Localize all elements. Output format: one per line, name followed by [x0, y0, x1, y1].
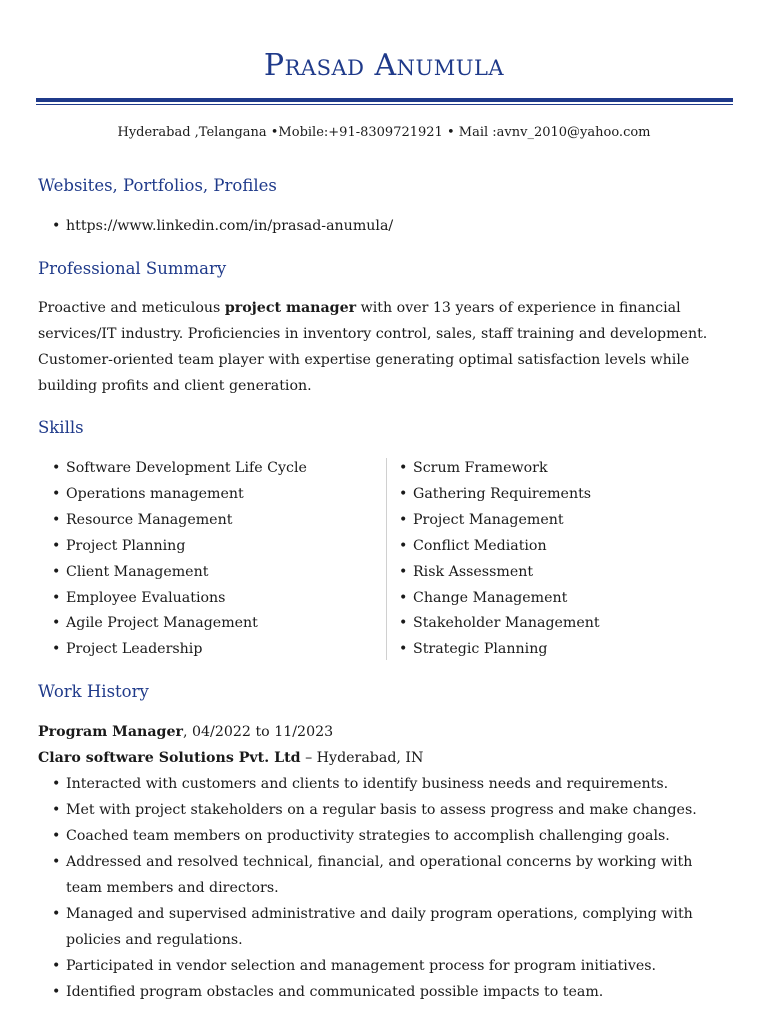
skill-item: • Change Management — [399, 586, 600, 612]
job-company-line — [38, 748, 423, 768]
job-location: – Hyderabad, IN — [300, 750, 424, 766]
duty-item: • Managed and supervised administrative and daily program operations, complying with policies and regulations. — [0, 901, 706, 953]
skill-item: • Client Management — [52, 560, 307, 586]
job-duties-list — [0, 771, 768, 1005]
website-link[interactable]: • https://www.linkedin.com/in/prasad-anumula/ — [0, 213, 393, 239]
skill-item: • Employee Evaluations — [52, 586, 307, 612]
duty-item: • Participated in vendor selection and management process for program initiatives. — [0, 953, 706, 979]
job-dates: , 04/2022 to 11/2023 — [182, 724, 334, 740]
skill-item: • Resource Management — [52, 508, 307, 534]
skill-item: • Agile Project Management — [52, 611, 307, 637]
job-title: Program Manager — [38, 724, 183, 740]
summary-paragraph — [38, 295, 738, 399]
header-rule-thin — [36, 104, 733, 105]
duty-item: • Interacted with customers and clients to identify business needs and requirements. — [0, 771, 706, 797]
skill-item: • Project Planning — [52, 534, 307, 560]
work-history-heading: Work History — [38, 682, 149, 701]
skills-divider — [386, 458, 387, 660]
skill-item: • Stakeholder Management — [399, 611, 600, 637]
job-company: Claro software Solutions Pvt. Ltd — [38, 750, 301, 766]
websites-heading: Websites, Portfolios, Profiles — [38, 176, 277, 195]
summary-text-pre: Proactive and meticulous — [38, 300, 225, 316]
job-title-line — [38, 722, 333, 742]
summary-text-bold: project manager — [224, 300, 357, 316]
skill-item: • Gathering Requirements — [399, 482, 600, 508]
header-rule — [36, 98, 733, 102]
skill-item: • Conflict Mediation — [399, 534, 600, 560]
skill-item: • Strategic Planning — [399, 637, 600, 663]
contact-line: Hyderabad ,Telangana •Mobile:+91-8309721921 • Mail :avnv_2010@yahoo.com — [117, 125, 651, 140]
duty-item: • Coached team members on productivity strategies to accomplish challenging goals. — [0, 823, 706, 849]
skill-item: • Project Management — [399, 508, 600, 534]
websites-list — [0, 213, 393, 239]
skill-item: • Software Development Life Cycle — [52, 456, 307, 482]
summary-heading: Professional Summary — [38, 259, 227, 278]
skill-item: • Scrum Framework — [399, 456, 600, 482]
skill-item: • Project Leadership — [52, 637, 307, 663]
skills-right-column — [399, 456, 600, 663]
skills-heading: Skills — [38, 418, 84, 437]
duty-item: • Addressed and resolved technical, financial, and operational concerns by working with team members and directors. — [0, 849, 706, 901]
summary-text-post: with over 13 years of experience in financial services/IT industry. Proficiencies in inventory control, sales, staff training and development. Customer-oriented team player with expertise generating optimal satisfaction levels while building profits and client generation. — [38, 300, 708, 394]
candidate-name: Prasad Anumula — [263, 48, 505, 83]
skill-item: • Risk Assessment — [399, 560, 600, 586]
duty-item: • Identified program obstacles and communicated possible impacts to team. — [0, 979, 706, 1005]
duty-item: • Met with project stakeholders on a regular basis to assess progress and make changes. — [0, 797, 706, 823]
skills-left-column — [52, 456, 307, 663]
skill-item: • Operations management — [52, 482, 307, 508]
